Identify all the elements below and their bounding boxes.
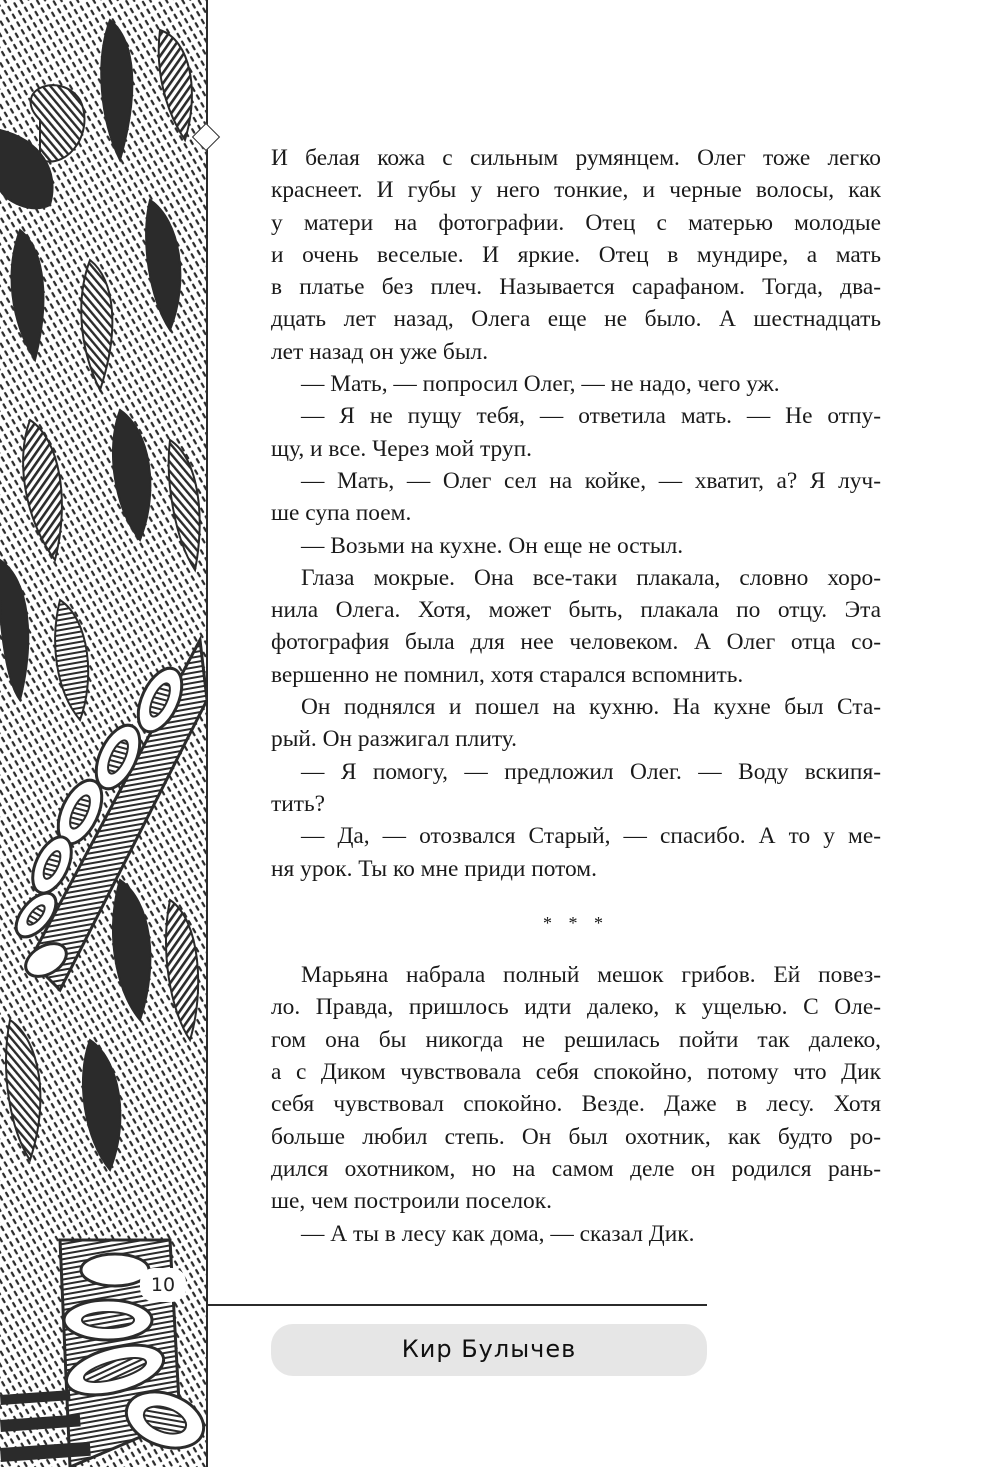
page-number-badge xyxy=(140,1268,186,1302)
text-line: себя чувствовал спокойно. Везде. Даже в лесу. Хотя xyxy=(271,1091,881,1118)
text-line: а с Диком чувствовала себя спокойно, потому что Дик xyxy=(271,1059,881,1086)
text-line: и очень веселые. И яркие. Отец в мундире, а мать xyxy=(271,241,881,268)
text-line: — Мать, — Олег сел на койке, — хватит, а? Я луч- xyxy=(301,467,881,494)
text-line: — Я помогу, — предложил Олег. — Воду вскипя- xyxy=(301,758,881,785)
text-line: — Я не пущу тебя, — ответила мать. — Не отпу- xyxy=(301,403,881,430)
text-line: — Возьми на кухне. Он еще не остыл. xyxy=(301,532,684,559)
author-name: Кир Булычев xyxy=(401,1335,577,1363)
text-line: щу, и все. Через мой труп. xyxy=(271,435,532,462)
paragraph xyxy=(271,1218,881,1250)
text-line: Марьяна набрала полный мешок грибов. Ей повез- xyxy=(301,962,881,989)
paragraph xyxy=(271,820,881,885)
text-line: Он поднялся и пошел на кухню. На кухне был Ста- xyxy=(301,694,881,721)
text-line: рый. Он разжигал плиту. xyxy=(271,726,517,753)
illustration-border-line xyxy=(206,0,208,1467)
paragraph xyxy=(271,142,881,368)
paragraph xyxy=(271,400,881,465)
text-line: — Да, — отозвался Старый, — спасибо. А то у ме- xyxy=(301,823,881,850)
paragraph xyxy=(271,368,881,400)
text-line: в платье без плеч. Называется сарафаном. Тогда, два- xyxy=(271,274,881,301)
paragraph xyxy=(271,530,881,562)
text-line: вершенно не помнил, хотя старался вспомнить. xyxy=(271,661,744,688)
section-separator: * * * xyxy=(543,912,609,933)
text-line: фотография была для нее человеком. А Олег отца со- xyxy=(271,629,881,656)
text-line: И белая кожа с сильным румянцем. Олег тоже легко xyxy=(271,145,881,171)
paragraph xyxy=(271,465,881,530)
text-line: краснеет. И губы у него тонкие, и черные волосы, как xyxy=(271,177,881,204)
body-text xyxy=(271,142,881,1250)
text-line: ня урок. Ты ко мне приди потом. xyxy=(271,855,597,882)
text-line: дился охотником, но на самом деле он родился рань- xyxy=(271,1155,881,1182)
text-line: ло. Правда, пришлось идти далеко, к ущелью. С Оле- xyxy=(271,994,881,1021)
running-footer-author-pill xyxy=(271,1324,707,1376)
footer-rule xyxy=(207,1304,707,1306)
paragraph xyxy=(271,756,881,821)
ornament-art xyxy=(0,0,207,1467)
text-line: ше супа поем. xyxy=(271,500,412,527)
paragraphs-before-separator xyxy=(271,142,881,885)
decorative-illustration-strip xyxy=(0,0,207,1467)
paragraph xyxy=(271,691,881,756)
paragraphs-after-separator xyxy=(271,959,881,1250)
paragraph xyxy=(271,562,881,691)
text-line: тить? xyxy=(271,790,326,817)
text-line: нила Олега. Хотя, может быть, плакала по отцу. Эта xyxy=(271,597,881,624)
text-line: ше, чем построили поселок. xyxy=(271,1188,552,1215)
text-line: больше любил степь. Он был охотник, как будто ро- xyxy=(271,1123,881,1150)
text-line: лет назад он уже был. xyxy=(271,338,489,365)
paragraph xyxy=(271,959,881,1217)
text-line: Глаза мокрые. Она все-таки плакала, словно хоро- xyxy=(301,564,881,591)
text-line: у матери на фотографии. Отец с матерью молодые xyxy=(271,209,881,236)
text-line: — Мать, — попросил Олег, — не надо, чего уж. xyxy=(301,371,780,398)
text-line: гом она бы никогда не решилась пойти так далеко, xyxy=(271,1026,881,1053)
text-line: дцать лет назад, Олега еще не было. А шестнадцать xyxy=(271,306,881,333)
page-number: 10 xyxy=(150,1274,176,1296)
text-line: — А ты в лесу как дома, — сказал Дик. xyxy=(301,1220,695,1247)
